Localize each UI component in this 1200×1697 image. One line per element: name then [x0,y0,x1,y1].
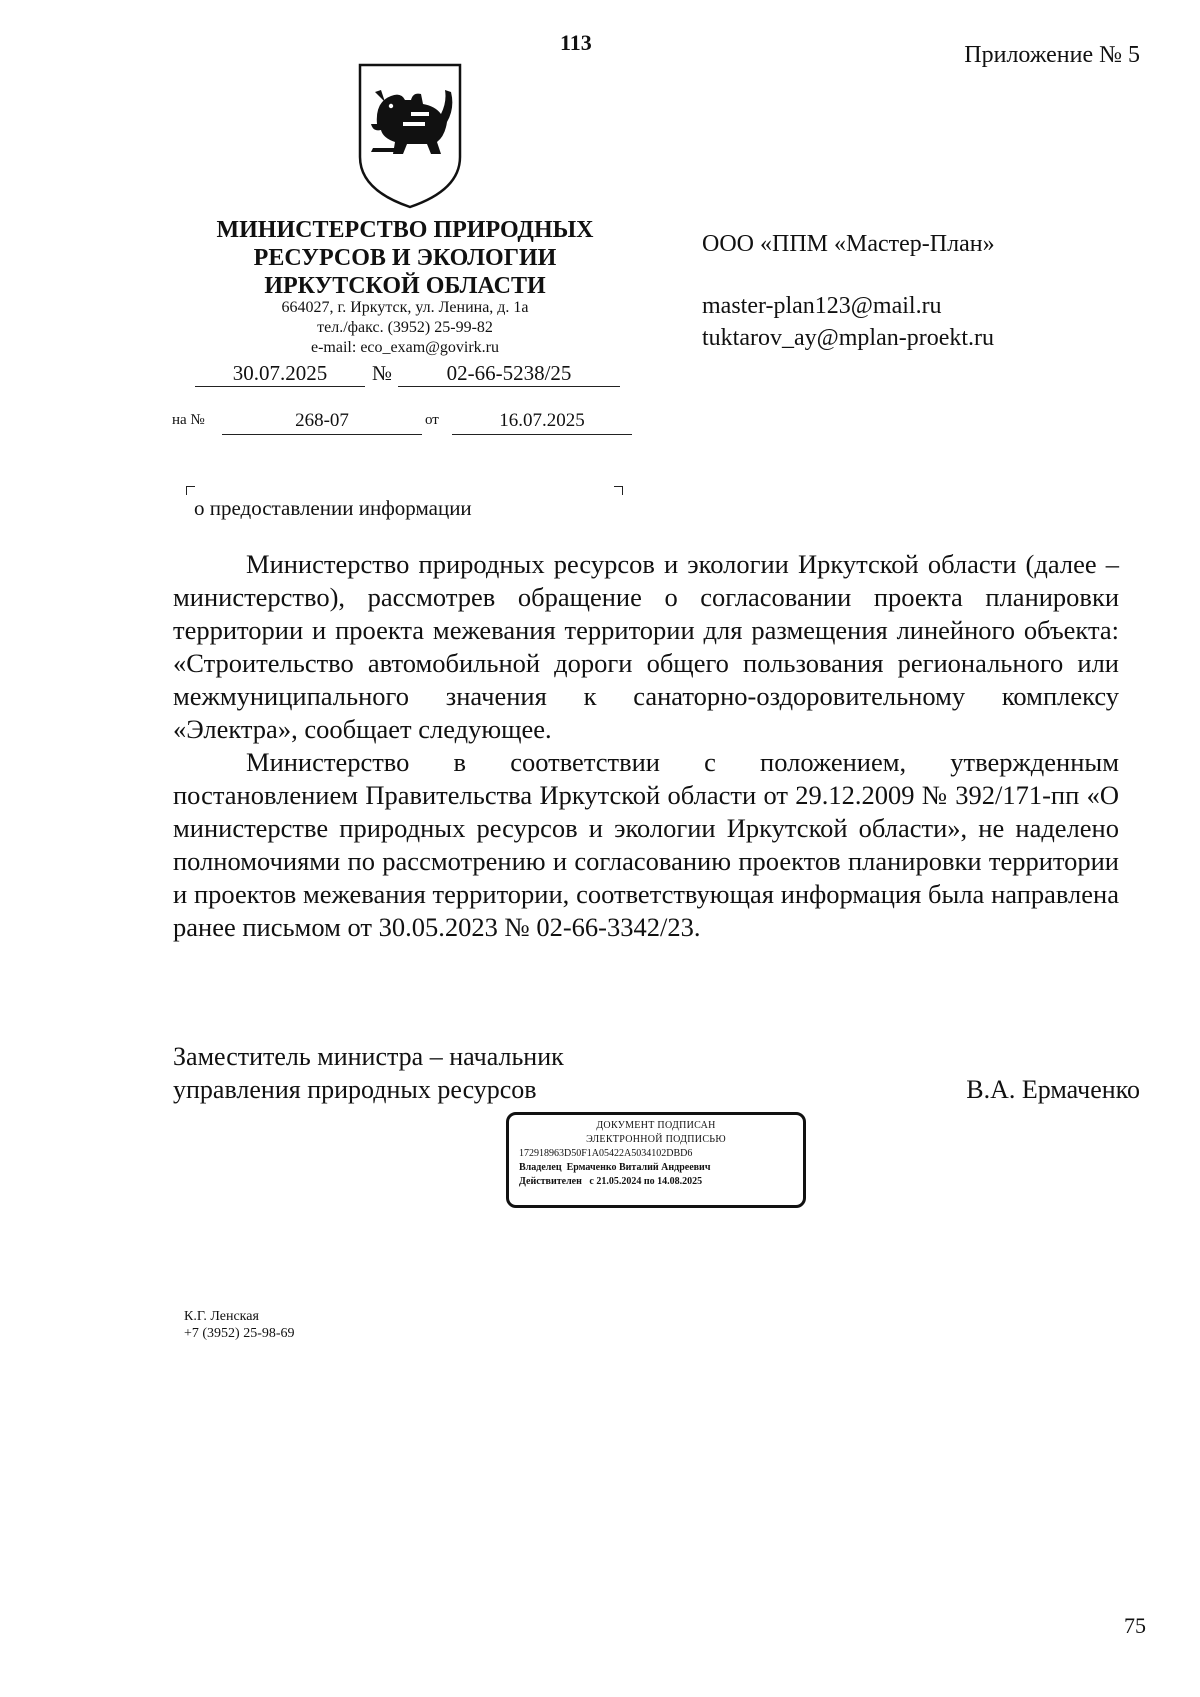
subject-corner-right [614,486,623,495]
recipient-org: ООО «ППМ «Мастер-План» [702,231,995,257]
subject-corner-left [186,486,195,495]
electronic-signature-stamp [506,1112,806,1208]
ministry-phone: тел./факс. (3952) 25-99-82 [317,319,493,336]
executor-phone: +7 (3952) 25-98-69 [184,1326,295,1341]
stamp-owner-row [519,1161,793,1175]
signer-position-line: Заместитель министра – начальник [173,1042,564,1071]
stamp-valid-label: Действителен [519,1176,582,1187]
letter-body [173,548,1119,944]
letter-subject: о предоставлении информации [194,496,472,520]
body-paragraph: Министерство природных ресурсов и экологии Иркутской области (далее – министерство), рассмотрев обращение о согласовании проекта планировки территории и проекта межевания территории для размещения линейного объекта: «Строительство автомобильной дороги общего пользования регионального или межмуниципального значения к санаторно-оздоровительному комплексу «Электра», сообщает следующее. [173,549,1119,744]
ministry-name [170,216,640,300]
ministry-contacts [170,298,640,358]
stamp-valid-row [519,1175,793,1189]
ministry-email: e-mail: eco_exam@govirk.ru [311,339,499,356]
reference-number-label: на № [172,412,205,428]
stamp-title-line: ДОКУМЕНТ ПОДПИСАН [596,1120,716,1131]
reference-number: 268-07 [222,408,422,435]
body-paragraph: Министерство в соответствии с положением, утвержденным постановлением Правительства Иркутской области от 29.12.2009 № 392/171-пп «О министерстве природных ресурсов и экологии Иркутской области», не наделено полномочиями по рассмотрению и согласованию проектов планировки территории и проектов межевания территории, соответствующая информация была направлена ранее письмом от 30.05.2023 № 02-66-3342/23. [173,747,1119,942]
executor-info [184,1308,295,1342]
ministry-name-line: МИНИСТЕРСТВО ПРИРОДНЫХ [216,217,594,243]
stamp-valid-range: с 21.05.2024 по 14.08.2025 [589,1176,703,1187]
signer-position-line: управления природных ресурсов [173,1075,537,1104]
reference-date: 16.07.2025 [452,408,632,435]
ministry-address: 664027, г. Иркутск, ул. Ленина, д. 1а [281,299,529,316]
appendix-label: Приложение № 5 [964,42,1140,68]
recipient-email: tuktarov_ay@mplan-proekt.ru [702,325,995,351]
registration-date: 30.07.2025 [195,360,365,387]
stamp-owner: Ермаченко Виталий Андреевич [566,1162,711,1173]
stamp-title-line: ЭЛЕКТРОННОЙ ПОДПИСЬЮ [586,1134,726,1145]
stamp-owner-label: Владелец [519,1162,562,1173]
reference-date-label: от [425,412,439,428]
signer-name: В.А. Ермаченко [966,1075,1140,1104]
signer-position [173,1040,564,1106]
recipient-email: master-plan123@mail.ru [702,293,942,319]
registration-number: 02-66-5238/25 [398,360,620,387]
registration-number-label: № [372,361,393,385]
ministry-name-line: РЕСУРСОВ И ЭКОЛОГИИ [253,245,557,271]
top-page-number: 113 [560,30,592,55]
executor-name: К.Г. Ленская [184,1309,259,1324]
irkutsk-coat-of-arms-icon [355,62,465,212]
stamp-certificate: 172918963D50F1A05422A5034102DBD6 [519,1148,693,1159]
ministry-name-line: ИРКУТСКОЙ ОБЛАСТИ [264,273,546,299]
recipient-emails [702,290,994,354]
page-number: 75 [1124,1613,1146,1638]
